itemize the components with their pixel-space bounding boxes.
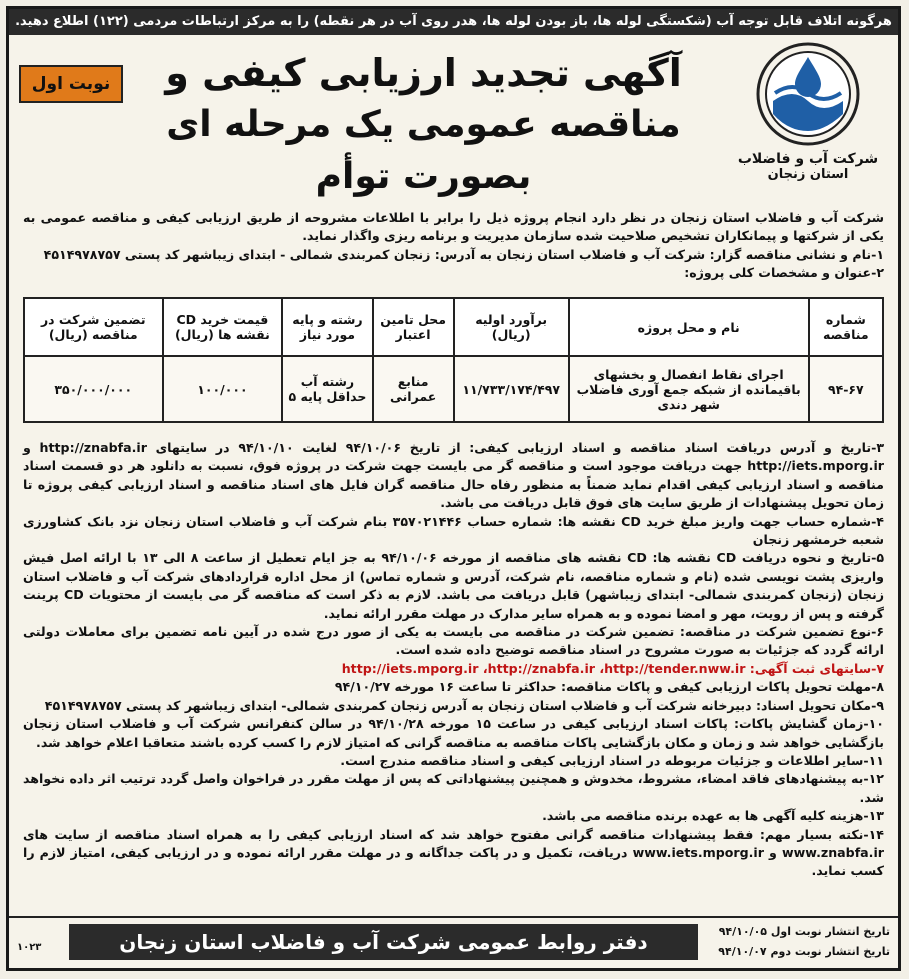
item-12-invalid: ۱۲-به پیشنهادهای فاقد امضاء، مشروط، مخدوش و همچنین پیشنهاداتی که پس از مهلت مقرر در فراخوان واصل گردد ترتیب اثر داده نخواهد شد.: [23, 771, 884, 805]
item-3-documents: ۳-تاریخ و آدرس دریافت اسناد مناقصه و اسناد ارزیابی کیفی: از تاریخ ۹۴/۱۰/۰۶ لغایت ۹۴/۱۰/۱۰ در سایتهای http://znabfa.ir و http://iets.mporg.ir جهت دریافت موجود است و مناقصه گر می بایست جهت شرکت در پروژه فوق، نسبت به دانلود هر دو قسمت اسناد مناقصه و اسناد ارزیابی کیفی اقدام نماید ضمناً به منظور رفاه حال مناقصه گران فایل های اسناد مناقصه و اسناد ارزیابی کیفی پروژه تا زمان تحویل پیشنهادات از طریق سایت های فوق قابل دریافت می باشد.: [23, 440, 884, 511]
cell-project-name: اجرای نقاط انفصال و بخشهای باقیمانده از شبکه جمع آوری فاضلاب شهر دندی: [569, 356, 809, 422]
header-funding: محل تامین اعتبار: [373, 298, 454, 356]
cell-tender-number: ۹۴-۶۷: [809, 356, 883, 422]
item-1-tenderer: ۱-نام و نشانی مناقصه گزار: شرکت آب و فاضلاب استان زنجان به آدرس: زنجان کمربندی شمالی - ابتدای زیباشهر کد پستی ۴۵۱۴۹۷۸۷۵۷: [43, 246, 884, 262]
cell-cd-price: ۱۰۰/۰۰۰: [163, 356, 283, 422]
publish-date-1: تاریخ انتشار نوبت اول ۹۴/۱۰/۰۵: [718, 925, 890, 938]
cell-grade: رشته آب حداقل پایه ۵: [282, 356, 372, 422]
item-7-sites: ۷-سایتهای ثبت آگهی: http://iets.mporg.ir ،http://znabfa.ir ،http://tender.nww.ir: [341, 660, 884, 676]
item-10-opening: ۱۰-زمان گشایش پاکات: پاکات اسناد ارزیابی کیفی در ساعت ۱۵ مورخه ۹۴/۱۰/۲۸ در سالن کنفرانس شرکت آب و فاضلاب استان زنجان بازگشایی خواهد شد و زمان و مکان بازگشایی پاکات مناقصه به مناقصه گرانی که امتیاز لازم را کسب کرده باشند متعاقبا اعلام خواهد شد.: [23, 716, 884, 750]
project-table: [23, 297, 884, 423]
header-guarantee: تضمین شرکت در مناقصه (ریال): [24, 298, 163, 356]
water-drop-logo-icon: [753, 39, 863, 149]
intro-paragraph: شرکت آب و فاضلاب استان زنجان در نظر دارد انجام پروژه ذیل را برابر با اطلاعات مشروحه از طریق ارزیابی کیفی و مناقصه عمومی به یکی از شرکتها و پیمانکاران تشخیص صلاحیت شده سازمان مدیریت و برنامه ریزی واگذار نماید.: [23, 210, 884, 244]
item-2-project-title: ۲-عنوان و مشخصات کلی پروژه:: [684, 265, 884, 281]
water-waste-notice: هرگونه اتلاف قابل توجه آب (شکستگی لوله ها، باز بودن لوله ها، هدر روی آب در هر نقطه) را به مرکز ارتباطات مردمی (۱۲۲) اطلاع دهید.: [9, 9, 898, 35]
tender-ad: [6, 6, 901, 971]
cell-guarantee: ۳۵۰/۰۰۰/۰۰۰: [24, 356, 163, 422]
item-5-cd: ۵-تاریخ و نحوه دریافت CD نقشه ها: CD نقشه های مناقصه از مورخه ۹۴/۱۰/۰۶ به جز ایام تعطیل از ساعت ۸ الی ۱۳ با ارائه اصل فیش واریزی پشت نویسی شده (نام و شماره مناقصه، نام شرکت، آدرس و شماره تماس) از محل اداره قراردادهای شرکت آب و فاضلاب استان زنجان (زنجان کمربندی شمالی- ابتدای زیباشهر) قابل دریافت می باشد. لازم به ذکر است که مناقصه گر می بایست از محتویات CD پرینت گرفته و پس از رویت، مهر و امضا نموده و به همراه سایر مدارک در مهلت مقرر ارائه نماید.: [23, 550, 884, 621]
title-line-1: آگهی تجدید ارزیابی کیفی و: [165, 51, 682, 95]
logo-company-name: شرکت آب و فاضلاب: [737, 151, 879, 167]
items-list: [23, 439, 884, 881]
logo-region: استان زنجان: [767, 167, 849, 182]
publish-date-2: تاریخ انتشار نوبت دوم ۹۴/۱۰/۰۷: [718, 945, 890, 958]
round-badge: نوبت اول: [19, 65, 123, 103]
item-8-deadline: ۸-مهلت تحویل پاکات ارزیابی کیفی و پاکات مناقصه: حداکثر تا ساعت ۱۶ مورخه ۹۴/۱۰/۲۷: [334, 679, 884, 695]
intro-text: [23, 209, 884, 283]
cell-funding: منابع عمرانی: [373, 356, 454, 422]
header-tender-number: شماره مناقصه: [809, 298, 883, 356]
public-relations-office: دفتر روابط عمومی شرکت آب و فاضلاب استان زنجان: [69, 924, 698, 960]
item-9-delivery: ۹-مکان تحویل اسناد: دبیرخانه شرکت آب و فاضلاب استان زنجان به آدرس زنجان کمربندی شمالی- ابتدای زیباشهر کد پستی ۴۵۱۴۹۷۸۷۵۷: [44, 697, 884, 713]
header-grade: رشته و پایه مورد نیاز: [282, 298, 372, 356]
ad-code: ۱۰۲۳: [17, 942, 42, 953]
footer: [9, 916, 898, 968]
table-row: [24, 356, 883, 422]
ad-title: [129, 47, 718, 203]
publication-dates: [718, 922, 890, 962]
item-13-costs: ۱۳-هزینه کلیه آگهی ها به عهده برنده مناقصه می باشد.: [542, 808, 884, 824]
header-project-name: نام و محل پروژه: [569, 298, 809, 356]
item-11-info: ۱۱-سایر اطلاعات و جزئیات مربوطه در اسناد ارزیابی کیفی و اسناد مناقصه مندرج است.: [340, 752, 884, 768]
title-line-2: مناقصه عمومی یک مرحله ای بصورت توأم: [166, 104, 681, 197]
item-4-account: ۴-شماره حساب جهت واریز مبلغ خرید CD نقشه ها: شماره حساب ۳۵۷۰۲۱۴۴۶ بنام شرکت آب و فاضلاب استان زنجان نزد بانک کشاورزی شعبه خرمشهر زنجان: [23, 513, 884, 548]
item-14-note: ۱۴-نکته بسیار مهم: فقط پیشنهادات مناقصه گرانی مفتوح خواهد شد که اسناد ارزیابی کیفی را به همراه اسناد مناقصه از سایت های www.znabfa.ir و www.iets.mporg.ir دریافت، تکمیل و در پاکت جداگانه و در مهلت مقرر ارائه نموده و در ارزیابی کیفی، امتیاز لازم را کسب نماید.: [23, 826, 884, 879]
company-logo: [728, 39, 888, 199]
cell-estimate: ۱۱/۷۳۳/۱۷۴/۴۹۷: [454, 356, 569, 422]
header-cd-price: قیمت خرید CD نقشه ها (ریال): [163, 298, 283, 356]
header-estimate: برآورد اولیه (ریال): [454, 298, 569, 356]
item-6-guarantee: ۶-نوع تضمین شرکت در مناقصه: تضمین شرکت در مناقصه می بایست به یکی از صور درج شده در آیین نامه تضمین برای معاملات دولتی ارائه گردد که جزئیات به صورت مشروح در اسناد مناقصه توضیح داده شده است.: [23, 624, 884, 658]
